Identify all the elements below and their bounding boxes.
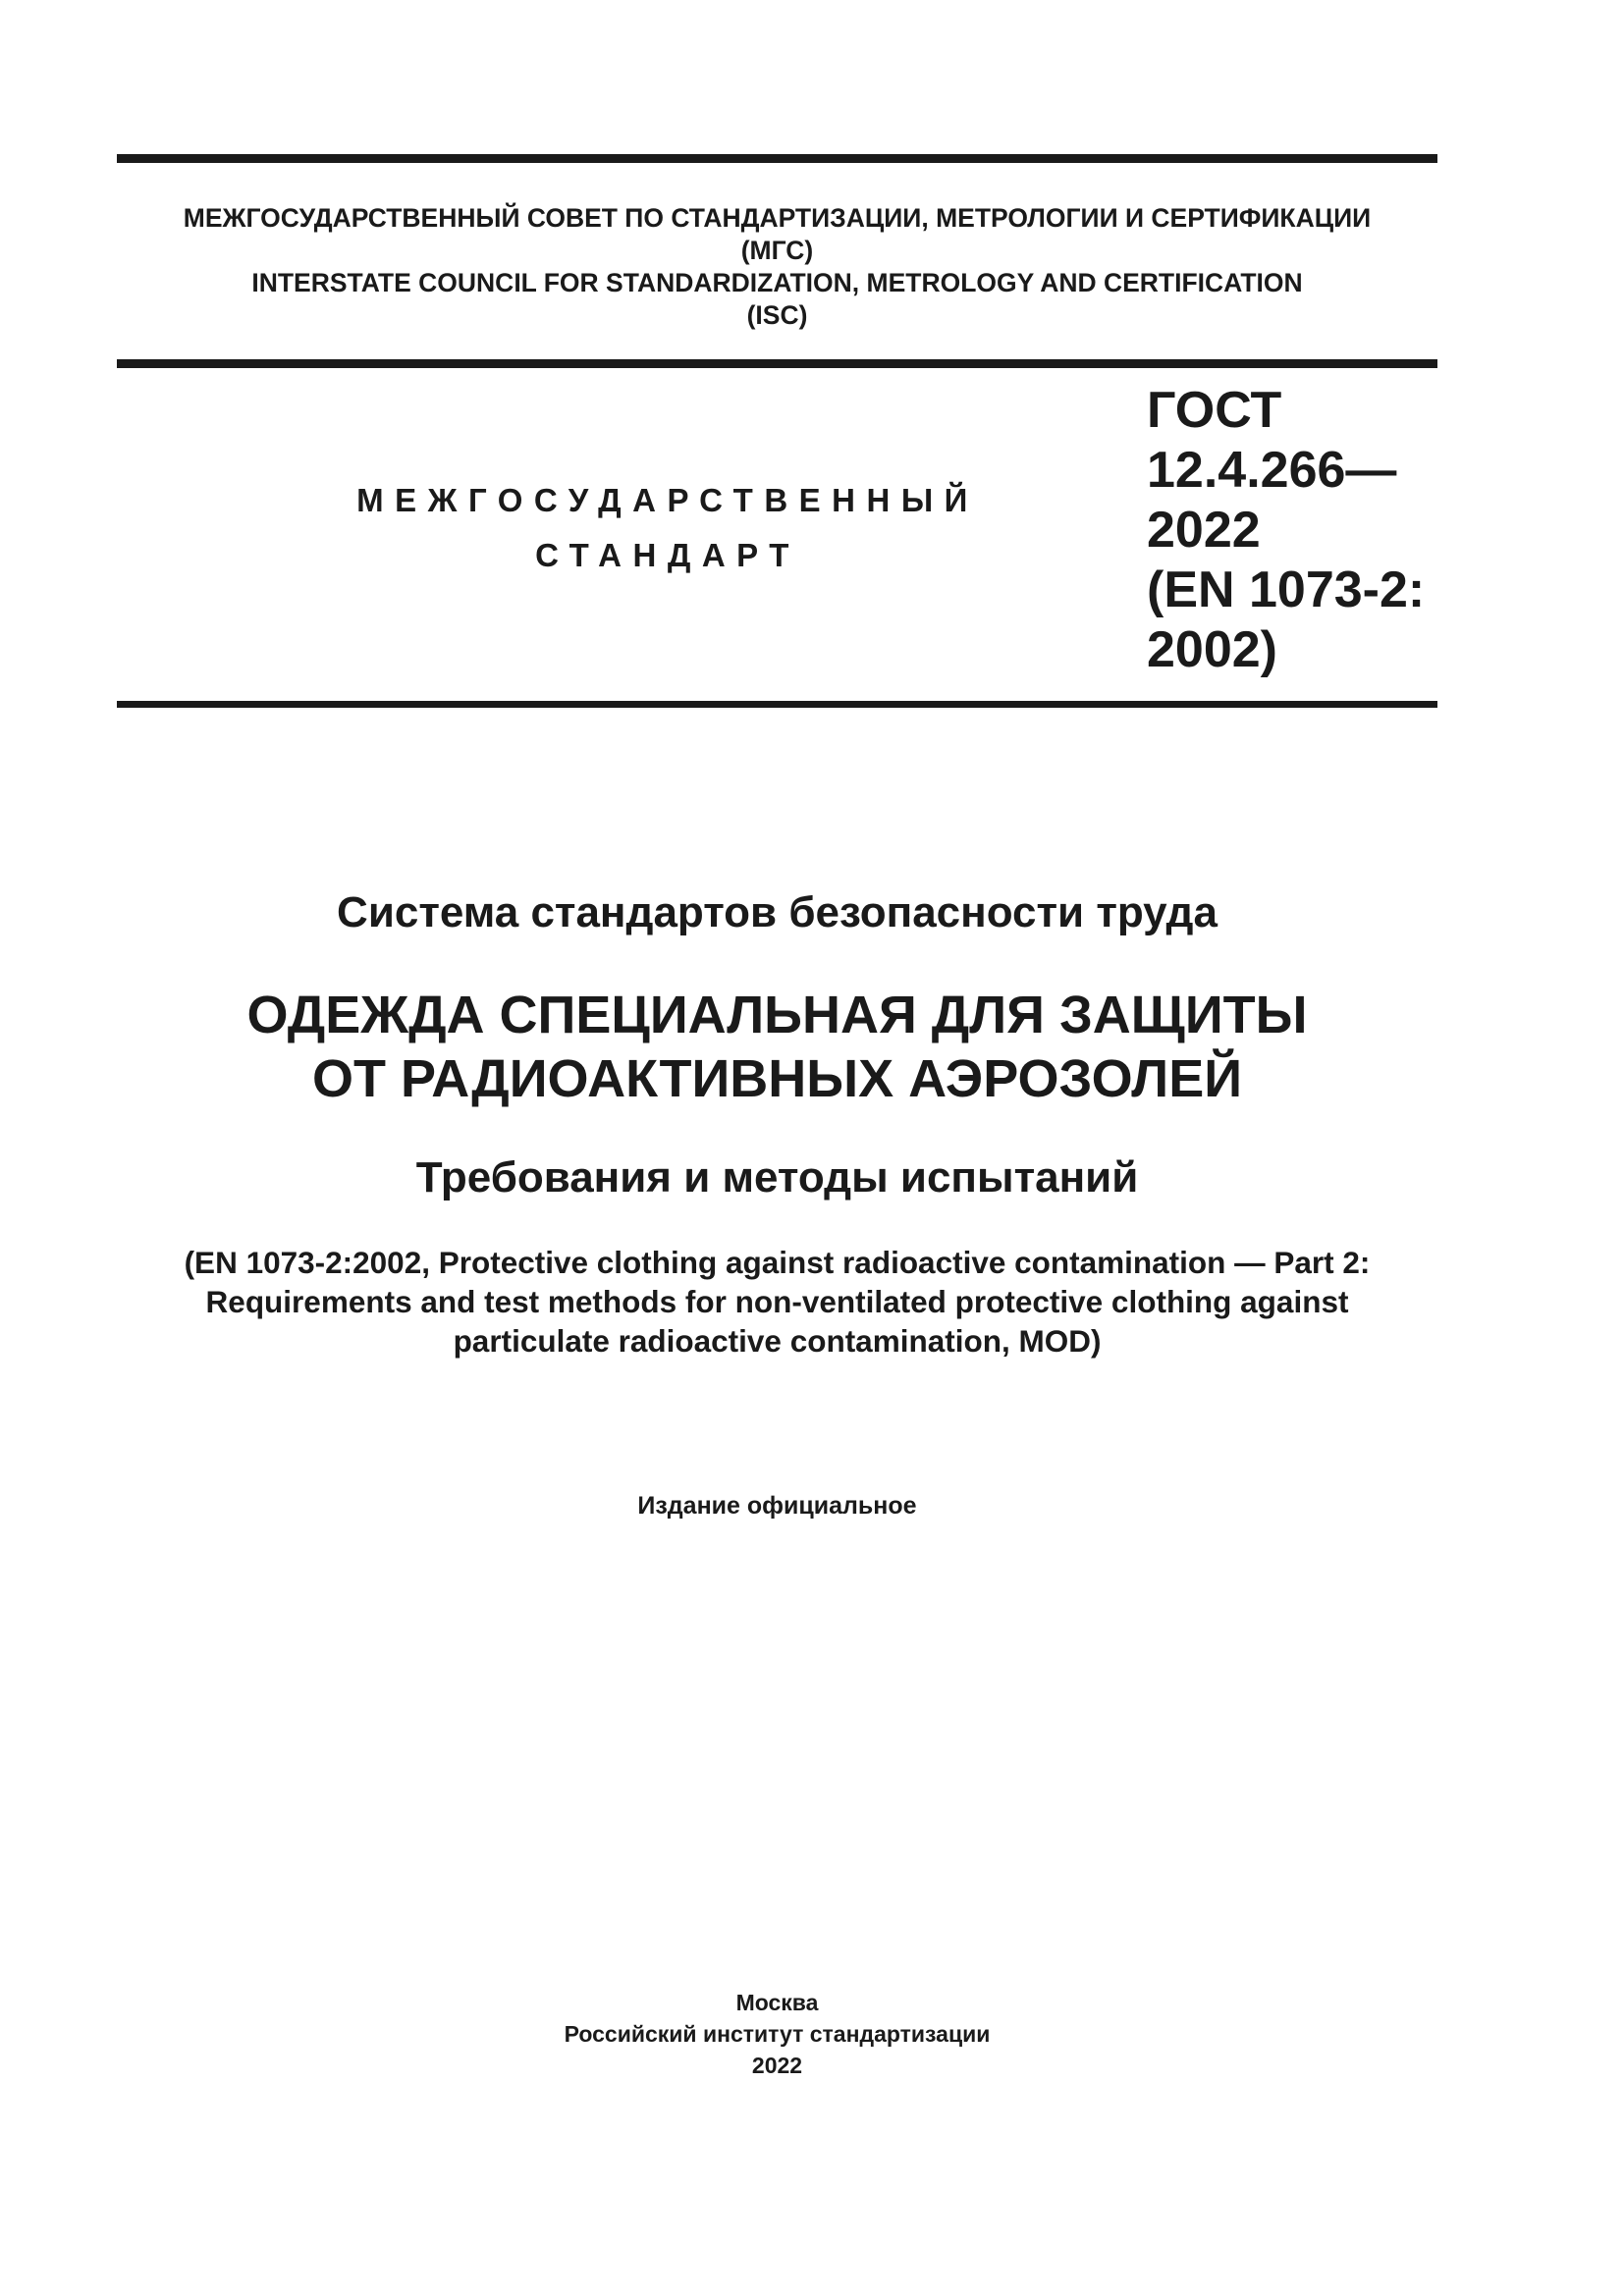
- standard-number-line: 2002): [1147, 621, 1277, 678]
- standard-number-line: (EN 1073-2:: [1147, 561, 1426, 618]
- standard-kind: [295, 473, 1041, 583]
- council-name-ru: МЕЖГОСУДАРСТВЕННЫЙ СОВЕТ ПО СТАНДАРТИЗАЦИИ, МЕТРОЛОГИИ И СЕРТИФИКАЦИИ: [183, 203, 1372, 233]
- standard-kind-line1: МЕЖГОСУДАРСТВЕННЫЙ: [356, 482, 979, 518]
- imprint-city: Москва: [735, 1990, 819, 2015]
- document-title-line1: ОДЕЖДА СПЕЦИАЛЬНАЯ ДЛЯ ЗАЩИТЫ: [246, 986, 1308, 1044]
- en-reference-line2: Requirements and test methods for non-ventilated protective clothing against: [205, 1284, 1349, 1319]
- series-title: [117, 885, 1437, 940]
- standard-number-line: 12.4.266—: [1147, 442, 1397, 499]
- council-abbr-ru: (МГС): [740, 236, 814, 265]
- council-name-en: INTERSTATE COUNCIL FOR STANDARDIZATION, METROLOGY AND CERTIFICATION: [251, 268, 1303, 297]
- edition-note-text: Издание официальное: [637, 1492, 917, 1520]
- middle-divider: [117, 359, 1437, 368]
- en-reference-line1: (EN 1073-2:2002, Protective clothing against radioactive contamination — Part 2:: [184, 1245, 1371, 1280]
- document-title-line2: ОТ РАДИОАКТИВНЫХ АЭРОЗОЛЕЙ: [311, 1049, 1243, 1108]
- edition-note: [117, 1490, 1437, 1522]
- imprint-year: 2022: [751, 2053, 803, 2078]
- en-reference-line3: particulate radioactive contamination, MOD): [453, 1323, 1102, 1359]
- document-subtitle-text: Требования и методы испытаний: [415, 1153, 1139, 1201]
- standard-number-line: ГОСТ: [1147, 382, 1282, 439]
- top-divider: [117, 154, 1437, 163]
- document-subtitle: [117, 1150, 1437, 1205]
- standard-kind-line2: СТАНДАРТ: [535, 537, 800, 573]
- imprint-publisher: Российский институт стандартизации: [564, 2021, 991, 2047]
- en-reference: [117, 1243, 1437, 1361]
- council-abbr-en: (ISC): [746, 300, 808, 330]
- bottom-divider: [117, 701, 1437, 708]
- document-title: [117, 984, 1437, 1111]
- standard-number-line: 2022: [1147, 502, 1261, 559]
- standard-number: [1147, 381, 1425, 680]
- series-title-text: Система стандартов безопасности труда: [337, 888, 1218, 936]
- council-header: [117, 202, 1437, 332]
- imprint: [117, 1987, 1437, 2081]
